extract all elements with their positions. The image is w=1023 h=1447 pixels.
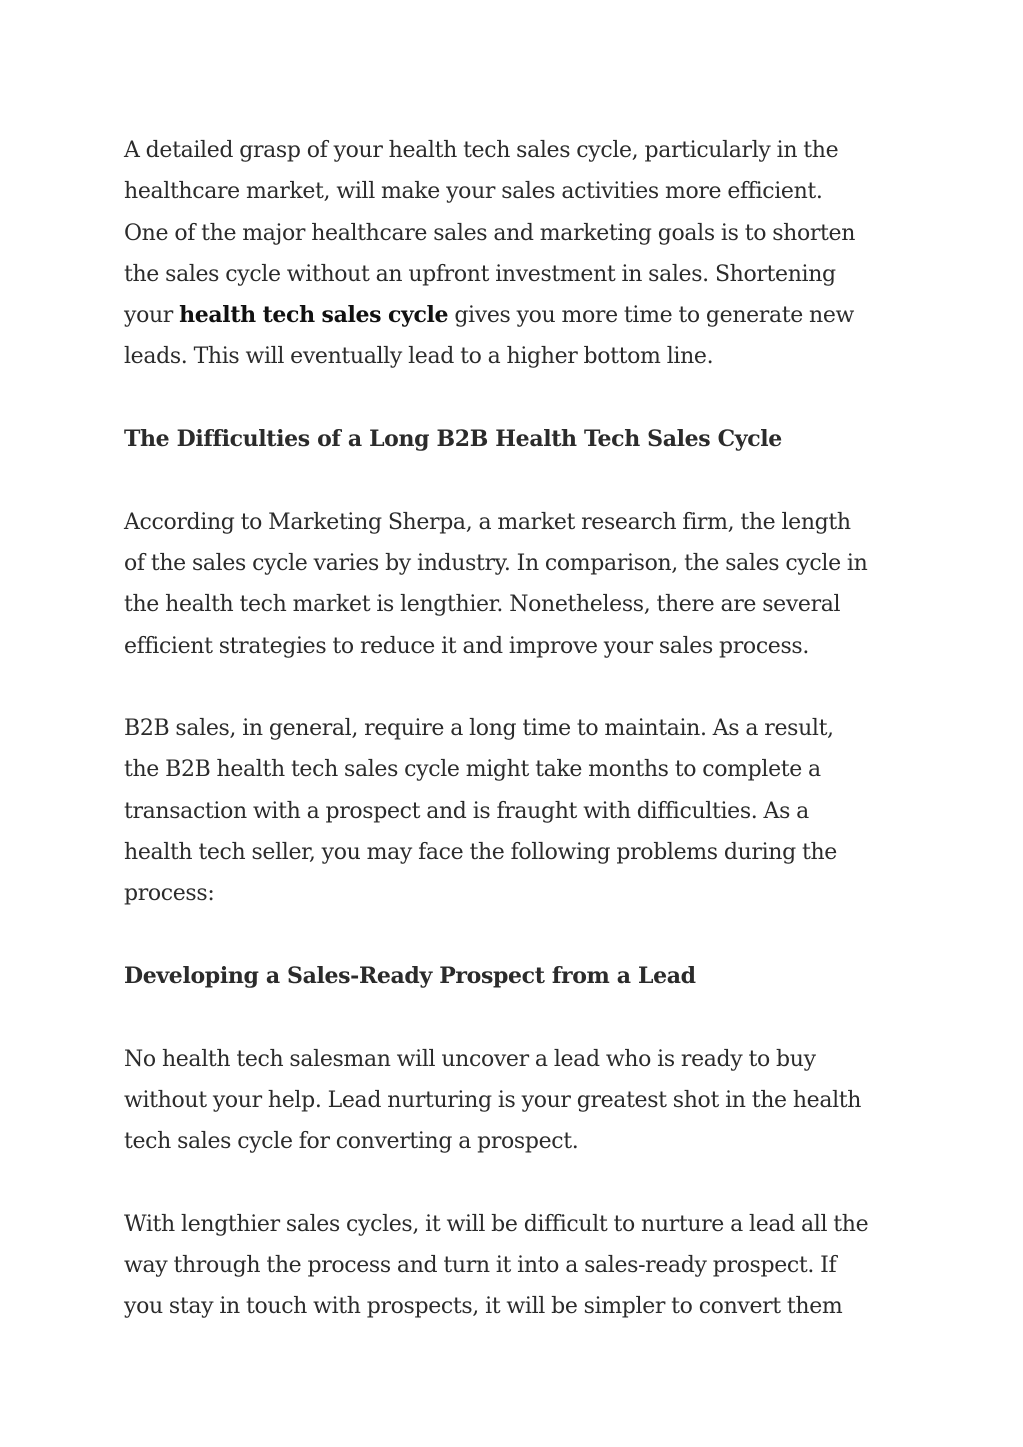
section-heading: Developing a Sales-Ready Prospect from a Lead [124, 962, 696, 989]
text-line: healthcare market, will make your sales activities more efficient. [124, 179, 823, 205]
text-line: transaction with a prospect and is fraught with difficulties. As a [124, 798, 809, 824]
text-line: No health tech salesman will uncover a lead who is ready to buy [124, 1046, 816, 1072]
body-paragraph [124, 502, 904, 667]
text-span: your [124, 303, 180, 329]
text-line: of the sales cycle varies by industry. In comparison, the sales cycle in [124, 550, 868, 576]
spacer [124, 915, 904, 956]
text-line: the health tech market is lengthier. Nonetheless, there are several [124, 592, 841, 618]
text-line: According to Marketing Sherpa, a market research firm, the length [124, 509, 851, 535]
text-line: One of the major healthcare sales and marketing goals is to shorten [124, 220, 856, 246]
text-line: health tech seller, you may face the following problems during the [124, 840, 837, 866]
text-line: B2B sales, in general, require a long time to maintain. As a result, [124, 716, 834, 742]
text-line: you stay in touch with prospects, it will be simpler to convert them [124, 1294, 843, 1320]
text-span: gives you more time to generate new [448, 303, 855, 329]
section-heading: The Difficulties of a Long B2B Health Tech Sales Cycle [124, 426, 782, 453]
text-line: the B2B health tech sales cycle might take months to complete a [124, 757, 821, 783]
text-line [124, 295, 904, 336]
text-line: A detailed grasp of your health tech sales cycle, particularly in the [124, 138, 839, 163]
text-line: process: [124, 881, 215, 907]
document-page [124, 130, 904, 1328]
text-line: the sales cycle without an upfront investment in sales. Shortening [124, 261, 836, 287]
body-paragraph [124, 1204, 904, 1328]
text-line: tech sales cycle for converting a prospect. [124, 1129, 579, 1155]
spacer [124, 1162, 904, 1203]
body-paragraph [124, 1039, 904, 1163]
text-line: efficient strategies to reduce it and improve your sales process. [124, 633, 809, 659]
body-paragraph [124, 708, 904, 914]
spacer [124, 460, 904, 501]
text-line: without your help. Lead nurturing is your greatest shot in the health [124, 1087, 862, 1113]
spacer [124, 378, 904, 419]
text-line: With lengthier sales cycles, it will be difficult to nurture a lead all the [124, 1211, 869, 1237]
bold-link-text[interactable]: health tech sales cycle [179, 302, 449, 329]
text-line: way through the process and turn it into a sales-ready prospect. If [124, 1253, 837, 1279]
spacer [124, 667, 904, 708]
text-line: leads. This will eventually lead to a higher bottom line. [124, 344, 714, 370]
spacer [124, 997, 904, 1038]
intro-paragraph [124, 130, 904, 378]
